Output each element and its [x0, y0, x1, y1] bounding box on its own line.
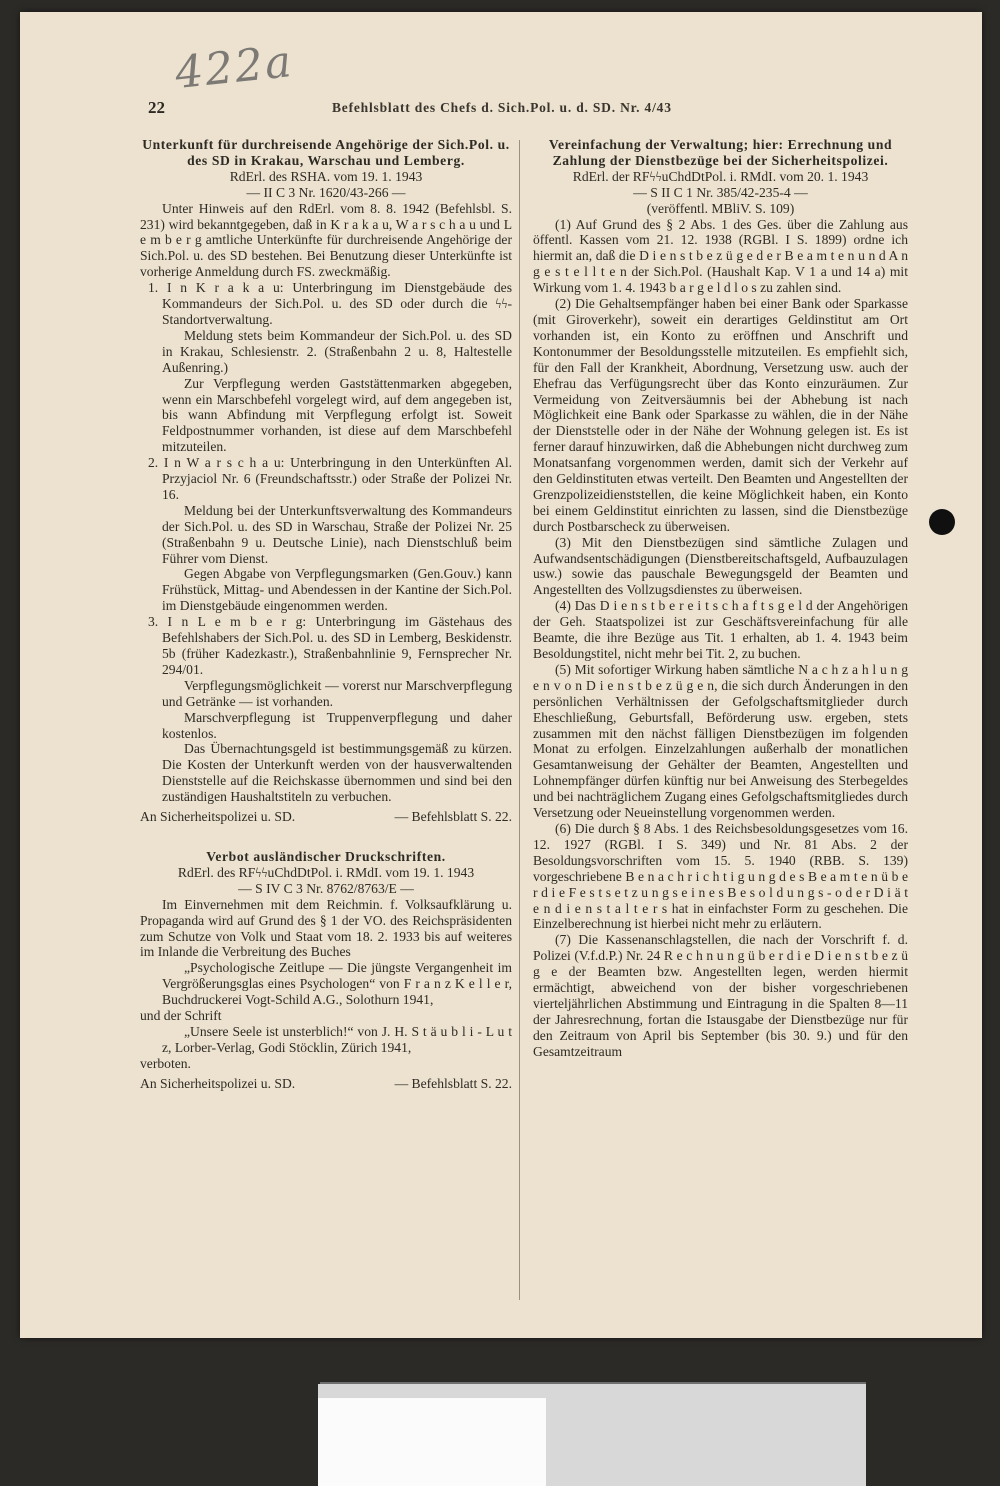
distribution-recipient: An Sicherheitspolizei u. SD. [140, 1075, 296, 1091]
paragraph: (6) Die durch § 8 Abs. 1 des Reichsbesoldungsgesetzes vom 16. 12. 1927 (RGBl. I S. 349) und Nr. 81 Abs. 2 der Besoldungsvorschriften vom 15. 5. 1940 (RBB. S. 139) vorgeschriebene B e n a c h r i c h t i g u n g d e s B e a m t e n ü b e r d i e F e s t s e t z u n g s e i n e s B e s o l d u n g s - o d e r D i ä t e n d i e n s t a l t e r s hat in einfachster Form zu geschehen. Die Einzelberechnung ist hierbei nicht mehr zu erläutern. [533, 820, 908, 932]
mount-label [318, 1398, 546, 1486]
paragraph: (2) Die Gehaltsempfänger haben bei einer Bank oder Sparkasse (mit Giroverkehr), soweit ein derartiges Geldinstitut am Ort vorhanden ist, ein Konto zu eröffnen und Anschrift und Kontonummer der Besoldungsstelle mitzuteilen. Es empfiehlt sich, für den Fall der Krankheit, Abordnung, Versetzung usw. auch der Ehefrau das Verfügungsrecht über das Konto einzuräumen. Zur Vermeidung von Zeitversäumnis bei der Abhebung ist nach Möglichkeit eine Bank oder Sparkasse zu wählen, die in der Nähe der Dienststelle oder in der Nähe der Wohnung gelegen ist. Es ist ferner darauf hinzuwirken, daß die Abhebungen nicht durchweg zum Monatsanfang vorgenommen werden, damit sich der Verkehr auf den Geldinstituten etwas verteilt. Den Beamten und Angestellten der Grenzpolizeidienststellen, die keine Möglichkeit haben, ein Konto bei einem Geldinstitut einrichten zu lassen, sind die Dienstbezüge durch Postbarscheck zu überweisen. [533, 296, 908, 534]
punch-hole [929, 509, 955, 535]
section-title: Vereinfachung der Verwaltung; hier: Errechnung und Zahlung der Dienstbezüge bei der Sicherheitspolizei. [548, 137, 893, 168]
page-number: 22 [148, 98, 165, 117]
decree-number: — S IV C 3 Nr. 8762/8763/E — [238, 880, 414, 896]
distribution-reference: — Befehlsblatt S. 22. [394, 809, 512, 825]
decree-line: RdErl. des RSHA. vom 19. 1. 1943 [229, 168, 423, 184]
decree-line: RdErl. der RFϟϟuChdDtPol. i. RMdI. vom 20. 1. 1943 [572, 168, 869, 184]
paragraph: (3) Mit den Dienstbezügen sind sämtliche Zulagen und Aufwandsentschädigungen (Dienstbereitschaftsgeld, Aufbauzulagen usw.) sowie das pauschale Bewegungsgeld der Beamten und Angestellten des Vollzugsdienstes zu überweisen. [533, 534, 908, 598]
running-head: Befehlsblatt des Chefs d. Sich.Pol. u. d. SD. Nr. 4/43 [332, 100, 672, 115]
paragraph: „Unsere Seele ist unsterblich!“ von J. H. S t ä u b l i - L u t z, Lorber-Verlag, Godi Stöcklin, Zürich 1941, [162, 1023, 512, 1055]
paragraph: Unter Hinweis auf den RdErl. vom 8. 8. 1942 (Befehlsbl. S. 231) wird bekanntgegeben, daß in K r a k a u, W a r s c h a u und L e m b e r g amtliche Unterkünfte für durchreisende Angehörige der Sich.Pol. u. des SD bestehen. Bei Benutzung dieser Unterkünfte ist vorherige Anmeldung durch FS. zweckmäßig. [140, 200, 512, 280]
column-divider [519, 140, 520, 1300]
paragraph: und der Schrift [140, 1008, 222, 1024]
distribution-line [140, 809, 512, 825]
distribution-recipient: An Sicherheitspolizei u. SD. [140, 809, 296, 825]
paragraph: 3. I n L e m b e r g: Unterbringung im Gästehaus des Befehlshabers der Sich.Pol. u. des SD in Lemberg, Beskidenstr. 5b (früher Kadezkastr.), Straßenbahnlinie 9, Fernsprecher Nr. 294/01. [148, 614, 512, 677]
paragraph: 2. I n W a r s c h a u: Unterbringung in den Unterkünften Al. Przyjaciol Nr. 6 (Freundschaftsstr.) oder Straße der Polizei Nr. 16. [148, 455, 512, 502]
paragraph: Marschverpflegung ist Truppenverpflegung und daher kostenlos. [162, 709, 512, 741]
handwritten-note: 422a [172, 35, 296, 100]
paragraph: Im Einvernehmen mit dem Reichmin. f. Volksaufklärung u. Propaganda wird auf Grund des § 1 der VO. des Reichspräsidenten zum Schutze von Volk und Staat vom 18. 2. 1933 bis auf weiteres im Inlande die Verbreitung des Buches [140, 896, 512, 960]
paragraph: Meldung stets beim Kommandeur der Sich.Pol. u. des SD in Krakau, Schlesienstr. 2. (Straßenbahn 2 u. 8, Haltestelle Außenring.) [162, 327, 512, 375]
right-column [533, 137, 908, 1060]
distribution-line [140, 1076, 512, 1092]
decree-line: RdErl. des RFϟϟuChdDtPol. i. RMdI. vom 19. 1. 1943 [177, 864, 475, 880]
paragraph: (7) Die Kassenanschlagstellen, die nach der Vorschrift f. d. Polizei (V.f.d.P.) Nr. 24 R e c h n u n g ü b e r d i e D i e n s t b e z ü g e der Beamten bzw. Angestellten legen, werden hiermit ermächtigt, abweichend von der bisher vorgeschriebenen vierteljährlichen Abstimmung und Eintragung in die Spalten 8—11 der Jahresrechnung, fortan die Istausgabe der Dienstbezüge nur für den Zeitraum von April bis September (bis 30. 9.) und für den Gesamtzeitraum [533, 932, 908, 1059]
paragraph: Verpflegungsmöglichkeit — vorerst nur Marschverpflegung und Getränke — ist vorhanden. [162, 677, 512, 709]
paragraph: Zur Verpflegung werden Gaststättenmarken abgegeben, wenn ein Marschbefehl vorgelegt wird, auf dem angegeben ist, bis wann Abfindung mit Verpflegung erfolgt ist. Soweit Feldpostnummer vorhanden, ist diese auf dem Marschbefehl mitzuteilen. [162, 375, 512, 455]
section-title: Unterkunft für durchreisende Angehörige der Sich.Pol. u. des SD in Krakau, Warschau und Lemberg. [142, 137, 510, 168]
paragraph: Gegen Abgabe von Verpflegungsmarken (Gen.Gouv.) kann Frühstück, Mittag- und Abendessen in der Kantine der Sich.Pol. im Dienstgebäude eingenommen werden. [162, 566, 512, 614]
decree-number: — II C 3 Nr. 1620/43-266 — [246, 184, 406, 200]
paragraph: verboten. [140, 1055, 191, 1071]
paragraph: Das Übernachtungsgeld ist bestimmungsgemäß zu kürzen. Die Kosten der Unterkunft werden von der hausverwaltenden Dienststelle auf die Reichskasse übernommen und sind bei den zuständigen Haushaltstiteln zu verbuchen. [162, 741, 512, 805]
paragraph: (5) Mit sofortiger Wirkung haben sämtliche N a c h z a h l u n g e n v o n D i e n s t b e z ü g e n, die sich durch Änderungen in den persönlichen Verhältnissen der Gefolgschaftsmitglieder durch Eheschließung, Geburtsfall, Beförderung usw. ergeben, stets zusammen mit den nächst fälligen Dienstbezügen im folgenden Monat zu erfolgen. Einzelzahlungen außerhalb der monatlichen Gesamtanweisung der Gehälter der Beamten, Angestellten und Lohnempfänger dürfen künftig nur bei Anweisung des Sterbegeldes und bei nachträglichem Zugang eines Gefolgschaftsmitgliedes durch Versetzung oder Neueinstellung vorgenommen werden. [533, 661, 908, 821]
distribution-reference: — Befehlsblatt S. 22. [394, 1075, 512, 1091]
section-title: Verbot ausländischer Druckschriften. [206, 848, 446, 864]
publication-note: (veröffentl. MBliV. S. 109) [646, 200, 795, 216]
left-column [140, 137, 512, 1092]
decree-number: — S II C 1 Nr. 385/42-235-4 — [633, 184, 808, 200]
paragraph: 1. I n K r a k a u: Unterbringung im Dienstgebäude des Kommandeurs der Sich.Pol. u. des SD oder durch die ϟϟ-Standortverwaltung. [148, 280, 512, 327]
paragraph: Meldung bei der Unterkunftsverwaltung des Kommandeurs der Sich.Pol. u. des SD in Warschau, Straße der Polizei Nr. 25 (Straßenbahn 9 u. Deutsche Linie), nach Dienstschluß beim Führer vom Dienst. [162, 502, 512, 566]
paragraph: (4) Das D i e n s t b e r e i t s c h a f t s g e l d der Angehörigen der Geh. Staatspolizei ist zur Geschäftsvereinfachung für alle Beamte, die ihre Bezüge aus Tit. 1 erhalten, ab 1. 4. 1943 beim Besoldungstitel, nicht mehr bei Tit. 2, zu buchen. [533, 598, 908, 661]
paragraph: „Psychologische Zeitlupe — Die jüngste Vergangenheit im Vergrößerungsglas eines Psychologen“ von F r a n z K e l l e r, Buchdruckerei Vogt-Schild A.G., Solothurn 1941, [162, 960, 512, 1008]
paragraph: (1) Auf Grund des § 2 Abs. 1 des Ges. über die Zahlung aus öffentl. Kassen vom 21. 12. 1938 (RGBl. I S. 1899) ordne ich hiermit an, daß die D i e n s t b e z ü g e d e r B e a m t e n u n d A n g e s t e l l t e n der Sich.Pol. (Haushalt Kap. V 1 a und 14 a) mit Wirkung vom 1. 4. 1943 b a r g e l d l o s zu zahlen sind. [533, 216, 908, 296]
